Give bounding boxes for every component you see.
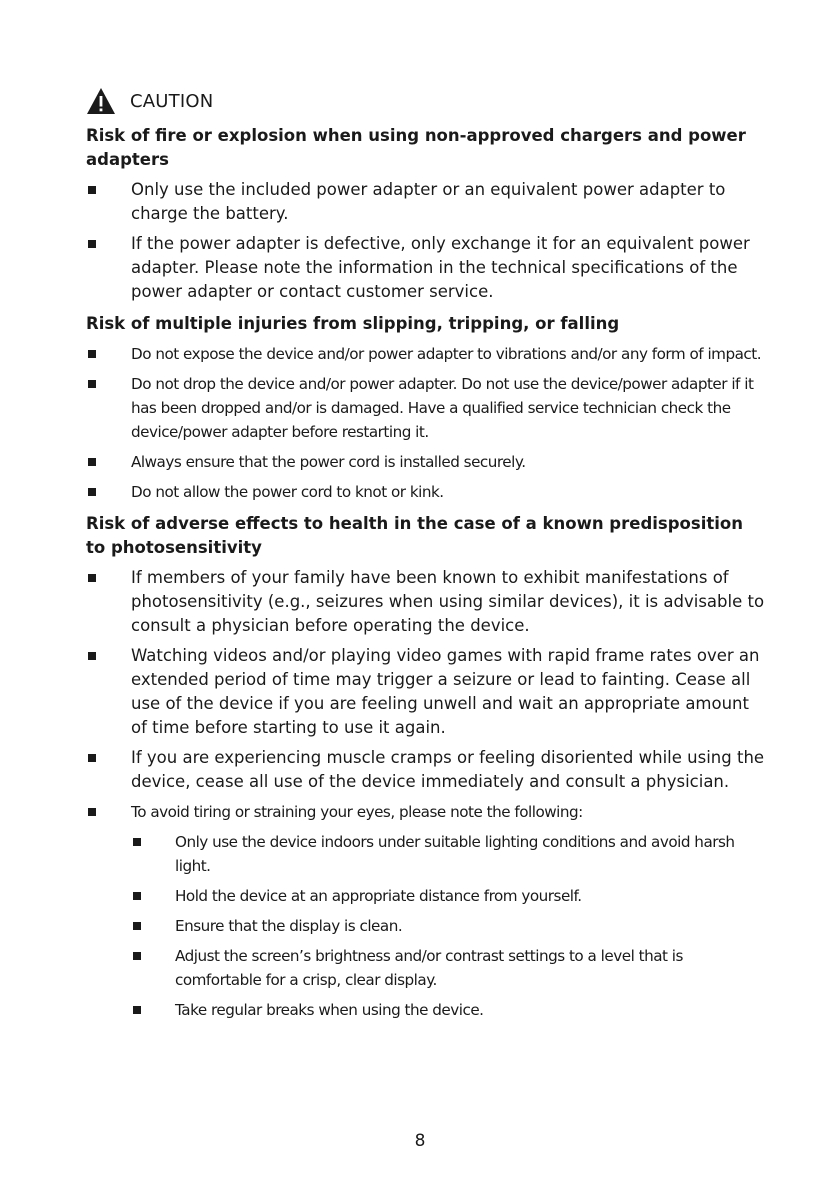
page-number: 8: [414, 1131, 426, 1151]
section-heading-fire: Risk of fire or explosion when using non-approved chargers and power adapters: [86, 126, 746, 169]
bullet-text: Watching videos and/or playing video games with rapid frame rates over an extended period of time may trigger a seizure or lead to fainting. Cease all use of the device if you are feeling unwell and wait an appropriate amount of time before starting to use it again.: [131, 646, 760, 737]
square-bullet-icon: [88, 574, 96, 582]
square-bullet-icon: [88, 380, 96, 388]
square-bullet-icon: [88, 350, 96, 358]
bullet-item: [86, 746, 766, 794]
bullet-item: [86, 566, 766, 638]
sub-bullet-item: [131, 884, 766, 908]
square-bullet-icon: [88, 186, 96, 194]
bullet-item: [86, 450, 766, 474]
eye-strain-sub-list: [131, 830, 766, 1022]
sub-bullet-item: [131, 914, 766, 938]
bullet-text: If the power adapter is defective, only exchange it for an equivalent power adapter. Please note the information in the technical specifications of the power adapter or contact customer service.: [131, 234, 750, 301]
bullet-item: [86, 644, 766, 740]
bullet-text: Ensure that the display is clean.: [175, 917, 403, 935]
bullet-text: Take regular breaks when using the device.: [175, 1001, 484, 1019]
bullet-item: [86, 800, 766, 1022]
bullet-text: Adjust the screen’s brightness and/or contrast settings to a level that is comfortable for a crisp, clear display.: [175, 947, 683, 989]
bullet-item: [86, 178, 766, 226]
square-bullet-icon: [133, 1006, 141, 1014]
sub-bullet-item: [131, 830, 766, 878]
bullet-item: [86, 342, 766, 366]
square-bullet-icon: [88, 808, 96, 816]
square-bullet-icon: [133, 952, 141, 960]
caution-header: [86, 86, 213, 116]
injuries-bullet-list: [86, 342, 766, 504]
square-bullet-icon: [88, 240, 96, 248]
sub-bullet-item: [131, 944, 766, 992]
square-bullet-icon: [88, 488, 96, 496]
bullet-item: [86, 372, 766, 444]
bullet-text: Hold the device at an appropriate distance from yourself.: [175, 887, 582, 905]
bullet-text: If members of your family have been known to exhibit manifestations of photosensitivity (e.g., seizures when using similar devices), it is advisable to consult a physician before operating the device.: [131, 568, 765, 635]
square-bullet-icon: [133, 892, 141, 900]
square-bullet-icon: [133, 922, 141, 930]
square-bullet-icon: [88, 754, 96, 762]
section-heading-injuries: Risk of multiple injuries from slipping, tripping, or falling: [86, 314, 620, 333]
safety-content: [86, 124, 766, 1028]
warning-triangle-icon: [86, 87, 116, 115]
bullet-text: Always ensure that the power cord is installed securely.: [131, 453, 526, 471]
section-heading-photosensitivity: Risk of adverse effects to health in the case of a known predisposition to photosensitivity: [86, 514, 743, 557]
bullet-item: [86, 232, 766, 304]
bullet-text: Only use the device indoors under suitable lighting conditions and avoid harsh light.: [175, 833, 735, 875]
bullet-text: Only use the included power adapter or an equivalent power adapter to charge the battery.: [131, 180, 726, 223]
sub-bullet-item: [131, 998, 766, 1022]
photosensitivity-bullet-list: [86, 566, 766, 1022]
bullet-text: Do not allow the power cord to knot or kink.: [131, 483, 444, 501]
square-bullet-icon: [133, 838, 141, 846]
bullet-text: If you are experiencing muscle cramps or feeling disoriented while using the device, cease all use of the device immediately and consult a physician.: [131, 748, 765, 791]
square-bullet-icon: [88, 458, 96, 466]
caution-label: CAUTION: [130, 90, 214, 112]
fire-bullet-list: [86, 178, 766, 304]
bullet-text: Do not expose the device and/or power adapter to vibrations and/or any form of impact.: [131, 345, 762, 363]
square-bullet-icon: [88, 652, 96, 660]
bullet-text: Do not drop the device and/or power adapter. Do not use the device/power adapter if it has been dropped and/or is damaged. Have a qualified service technician check the device/power adapter before restarting it.: [131, 375, 754, 441]
bullet-text: To avoid tiring or straining your eyes, please note the following:: [131, 803, 583, 821]
bullet-item: [86, 480, 766, 504]
